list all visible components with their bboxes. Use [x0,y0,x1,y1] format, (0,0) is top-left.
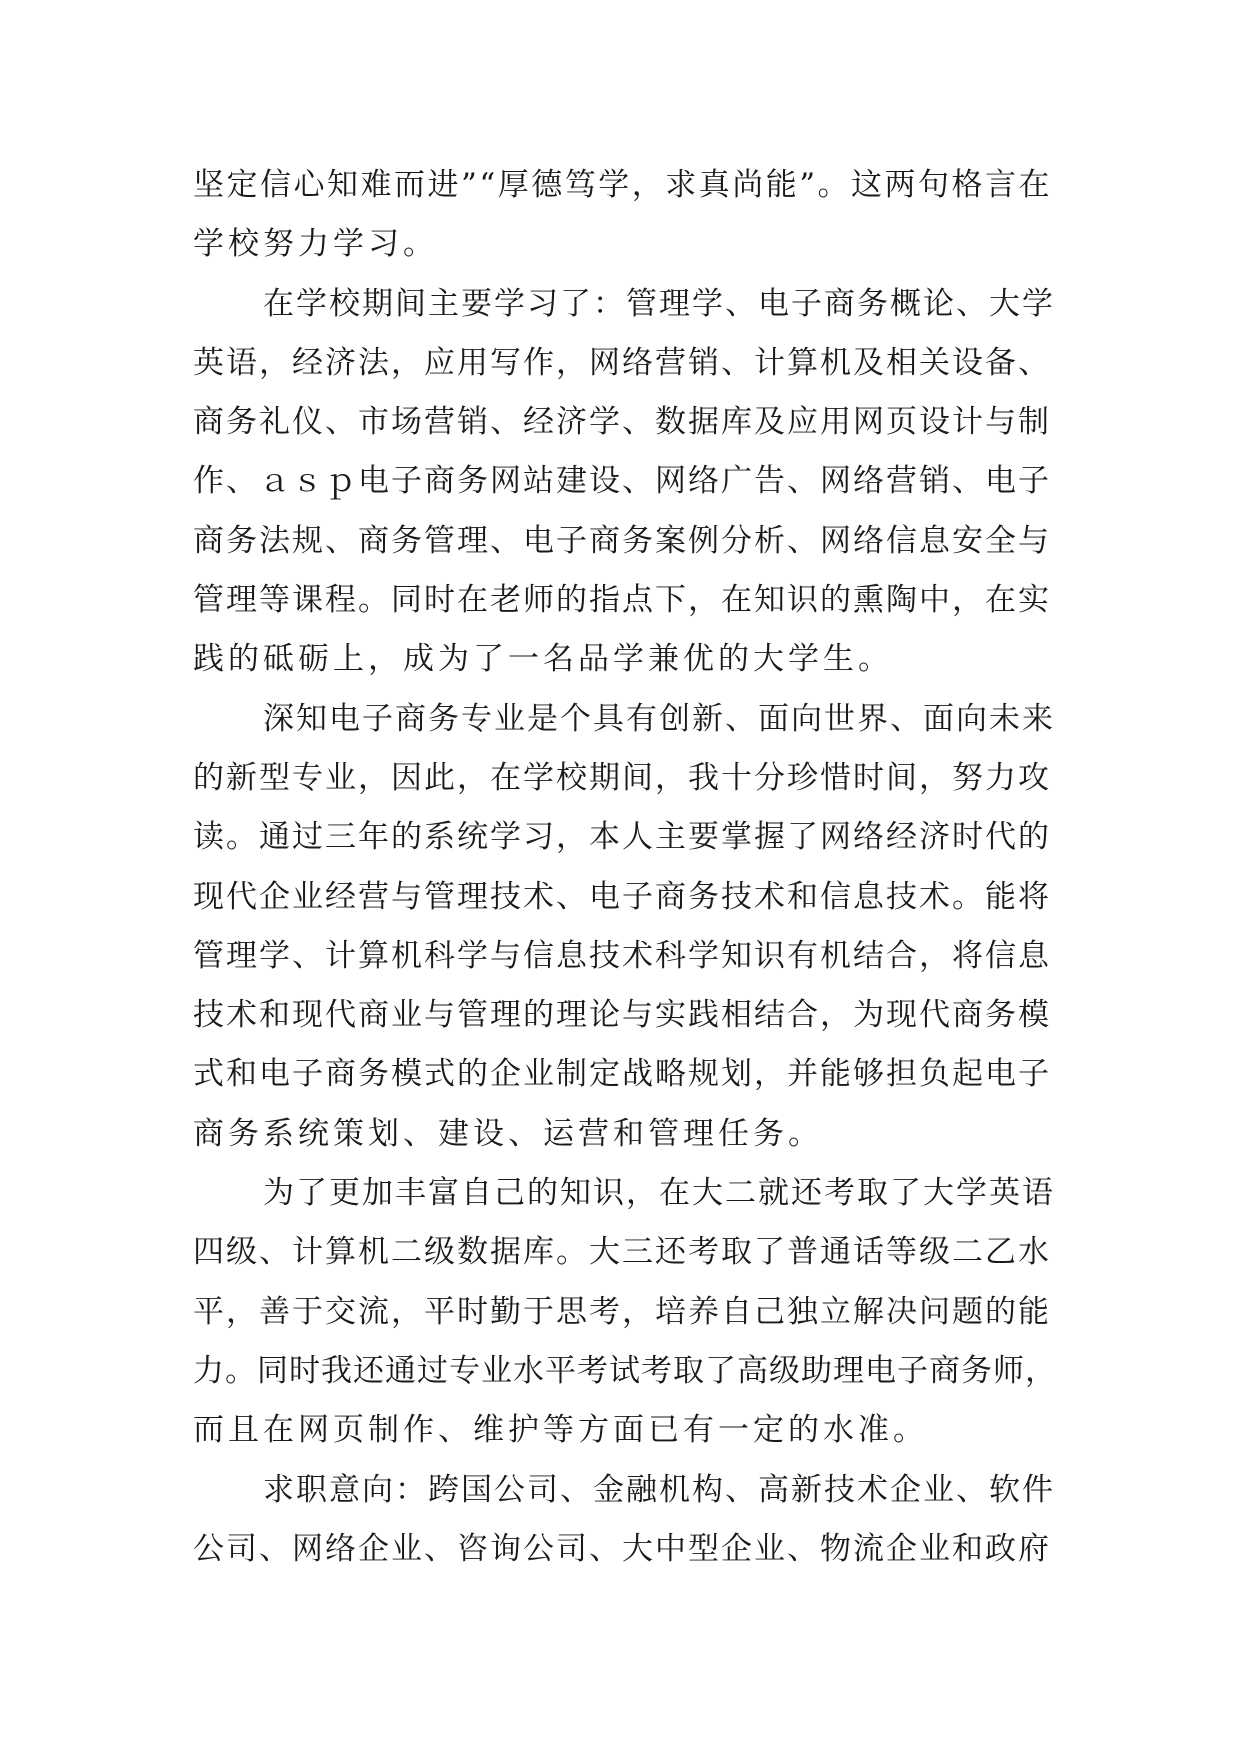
text-line: 平，善于交流，平时勤于思考，培养自己独立解决问题的能 [193,1293,1051,1330]
text-line: 四级、计算机二级数据库。大三还考取了普通话等级二乙水 [193,1234,1051,1271]
text-line: 式和电子商务模式的企业制定战略规划，并能够担负起电子 [193,1056,1051,1093]
paragraph-start-line: 深知电子商务专业是个具有创新、面向世界、面向未来 [263,700,1055,737]
text-line: 力。同时我还通过专业水平考试考取了高级助理电子商务师， [193,1352,1057,1389]
text-line: 商务礼仪、市场营销、经济学、数据库及应用网页设计与制 [193,404,1051,441]
text-line: 商务系统策划、建设、运营和管理任务。 [193,1115,823,1152]
text-line: 作、ａｓｐ电子商务网站建设、网络广告、网络营销、电子 [193,463,1051,500]
text-line: 而且在网页制作、维护等方面已有一定的水准。 [193,1412,928,1449]
text-line: 的新型专业，因此，在学校期间，我十分珍惜时间，努力攻 [193,759,1051,796]
text-line: 商务法规、商务管理、电子商务案例分析、网络信息安全与 [193,522,1051,559]
paragraph-start-line: 求职意向：跨国公司、金融机构、高新技术企业、软件 [263,1471,1055,1508]
paragraph-start-line: 在学校期间主要学习了：管理学、电子商务概论、大学 [263,285,1055,322]
text-line: 坚定信心知难而进”“厚德笃学，求真尚能”。这两句格言在 [193,167,1053,203]
document-body [193,156,1059,1579]
text-line: 公司、网络企业、咨询公司、大中型企业、物流企业和政府 [193,1530,1051,1567]
text-line: 现代企业经营与管理技术、电子商务技术和信息技术。能将 [193,878,1051,915]
paragraph-start-line: 为了更加丰富自己的知识，在大二就还考取了大学英语 [263,1175,1055,1212]
text-line: 管理学、计算机科学与信息技术科学知识有机结合，将信息 [193,937,1051,974]
text-line: 践的砥砺上，成为了一名品学兼优的大学生。 [193,641,893,678]
text-line: 英语，经济法，应用写作，网络营销、计算机及相关设备、 [193,344,1051,381]
text-line: 技术和现代商业与管理的理论与实践相结合，为现代商务模 [193,997,1051,1034]
text-line: 管理等课程。同时在老师的指点下，在知识的熏陶中，在实 [193,582,1051,619]
text-line: 读。通过三年的系统学习，本人主要掌握了网络经济时代的 [193,819,1051,856]
text-line: 学校努力学习。 [193,226,438,263]
